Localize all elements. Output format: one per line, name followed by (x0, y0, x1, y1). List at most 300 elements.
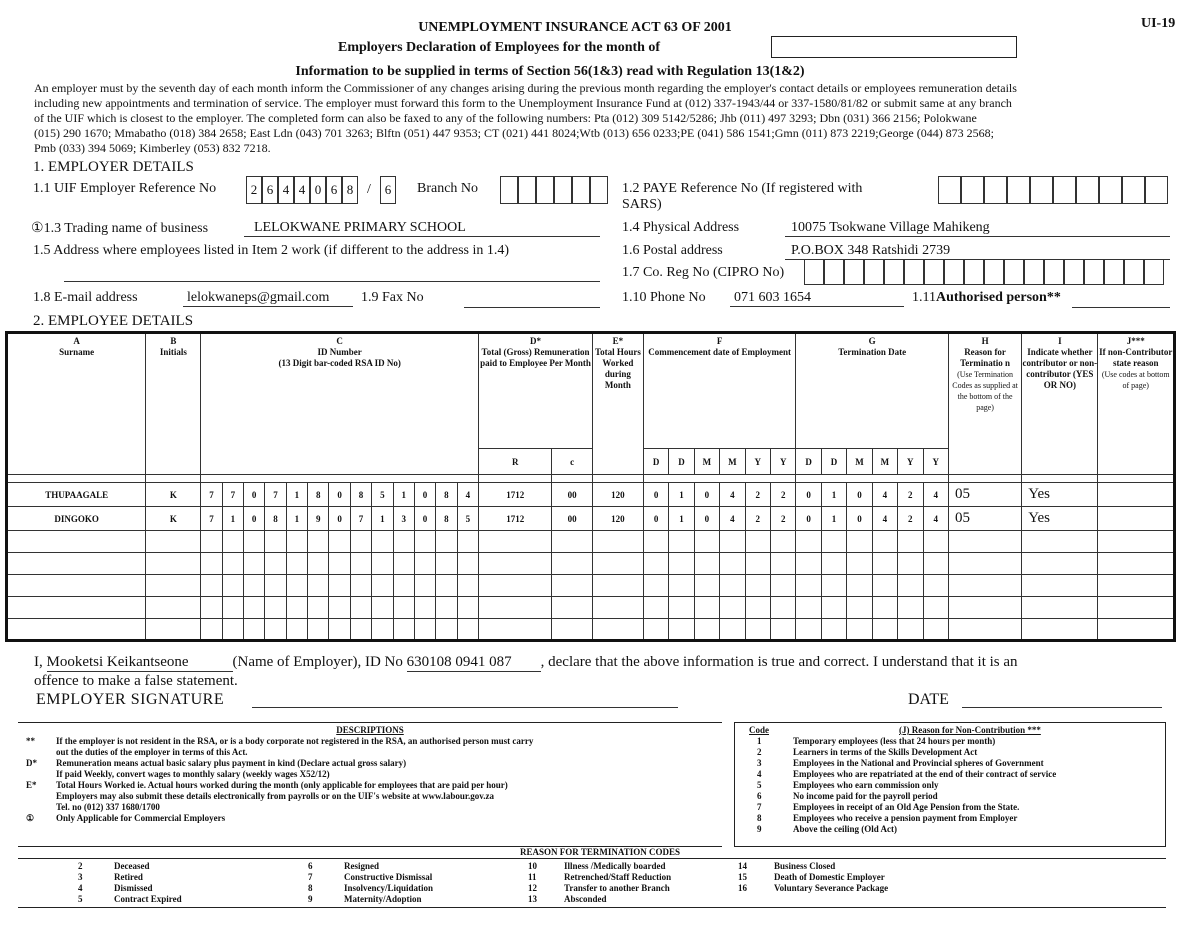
id-digit-cell[interactable] (265, 597, 286, 619)
id-digit-cell[interactable]: 3 (393, 507, 414, 531)
id-digit-cell[interactable]: 0 (329, 507, 350, 531)
commence-date-cell[interactable]: 2 (770, 507, 795, 531)
initials-cell[interactable] (146, 575, 201, 597)
noncontrib-reason-cell[interactable] (1098, 483, 1175, 507)
termination-date-cell[interactable] (872, 597, 897, 619)
id-digit-cell[interactable] (244, 619, 265, 641)
termination-code-item: 2 Deceased (78, 861, 150, 871)
commence-date-cell[interactable]: 2 (745, 483, 770, 507)
noncontrib-title: (J) Reason for Non-Contribution *** (899, 725, 1041, 735)
hours-cell[interactable] (593, 553, 644, 575)
cipro-boxes[interactable] (804, 259, 1164, 285)
commence-date-cell[interactable] (669, 597, 694, 619)
id-digit-cell[interactable]: 1 (286, 507, 307, 531)
commence-date-cell[interactable]: 1 (669, 483, 694, 507)
id-digit-cell[interactable] (414, 597, 435, 619)
id-digit-cell[interactable] (244, 597, 265, 619)
id-digit-cell[interactable] (244, 553, 265, 575)
id-digit-cell[interactable] (308, 619, 329, 641)
uif-ref-digit[interactable]: 4 (294, 176, 310, 204)
id-digit-cell[interactable] (201, 619, 222, 641)
initials-cell[interactable] (146, 531, 201, 553)
contributor-cell[interactable] (1022, 575, 1098, 597)
termination-date-cell[interactable] (923, 553, 948, 575)
termination-date-cell[interactable] (796, 575, 821, 597)
termination-date-cell[interactable] (898, 553, 923, 575)
id-digit-cell[interactable]: 4 (457, 483, 478, 507)
id-digit-cell[interactable]: 7 (350, 507, 371, 531)
id-digit-cell[interactable] (457, 597, 478, 619)
cents-cell[interactable]: 00 (552, 507, 593, 531)
id-digit-cell[interactable] (436, 553, 457, 575)
id-digit-cell[interactable] (436, 619, 457, 641)
col-a-header: A Surname (7, 333, 146, 475)
id-digit-cell[interactable] (286, 619, 307, 641)
rand-cell[interactable] (479, 619, 552, 641)
commence-date-cell[interactable] (720, 531, 745, 553)
id-digit-cell[interactable]: 1 (286, 483, 307, 507)
id-digit-cell[interactable]: 0 (414, 507, 435, 531)
rand-cell[interactable] (479, 553, 552, 575)
phone-label: 1.10 Phone No (622, 290, 706, 305)
termination-date-cell[interactable] (923, 619, 948, 641)
noncontrib-item: 4 Employees who are repatriated at the end of their contract of service (757, 769, 1057, 779)
id-digit-cell[interactable] (457, 575, 478, 597)
paye-label: 1.2 PAYE Reference No (If registered with SARS) (622, 181, 863, 212)
commence-date-cell[interactable] (720, 553, 745, 575)
month-field[interactable] (771, 36, 1017, 58)
branch-boxes[interactable] (500, 176, 608, 204)
description-line: ① Only Applicable for Commercial Employers (26, 813, 226, 823)
termination-date-cell[interactable]: 1 (821, 507, 846, 531)
initials-cell[interactable] (146, 553, 201, 575)
commence-date-cell[interactable] (745, 575, 770, 597)
noncontrib-item: 7 Employees in receipt of an Old Age Pension from the State. (757, 802, 1020, 812)
commence-date-cell[interactable] (745, 619, 770, 641)
id-digit-cell[interactable]: 1 (222, 507, 243, 531)
termination-date-cell[interactable]: 1 (821, 483, 846, 507)
date-field[interactable] (962, 704, 1162, 708)
descriptions-title: DESCRIPTIONS (336, 725, 404, 735)
termination-date-cell[interactable] (923, 531, 948, 553)
noncontrib-reason-cell[interactable] (1098, 553, 1175, 575)
commence-date-cell[interactable] (720, 619, 745, 641)
id-digit-cell[interactable] (414, 553, 435, 575)
authorised-person-field[interactable] (1072, 290, 1170, 308)
id-digit-cell[interactable] (201, 531, 222, 553)
id-digit-cell[interactable]: 7 (222, 483, 243, 507)
noncontrib-reason-cell[interactable] (1098, 619, 1175, 641)
employee-details-heading: 2. EMPLOYEE DETAILS (33, 313, 194, 329)
id-digit-cell[interactable] (308, 597, 329, 619)
id-digit-cell[interactable] (372, 619, 393, 641)
id-digit-cell[interactable]: 7 (201, 483, 222, 507)
termination-date-cell[interactable] (847, 553, 872, 575)
cents-cell[interactable] (552, 575, 593, 597)
termination-column (738, 861, 888, 894)
noncontrib-reason-cell[interactable] (1098, 507, 1175, 531)
id-digit-cell[interactable]: 8 (350, 483, 371, 507)
uif-ref-boxes[interactable] (246, 176, 396, 206)
rand-cell[interactable] (479, 575, 552, 597)
id-digit-cell[interactable] (308, 531, 329, 553)
commence-date-cell[interactable] (770, 553, 795, 575)
id-digit-cell[interactable] (201, 553, 222, 575)
noncontrib-item: 9 Above the ceiling (Old Act) (757, 824, 897, 834)
termination-date-cell[interactable] (872, 575, 897, 597)
id-digit-cell[interactable] (329, 531, 350, 553)
id-digit-cell[interactable] (350, 531, 371, 553)
id-digit-cell[interactable] (329, 619, 350, 641)
uif-ref-digit[interactable]: 2 (246, 176, 262, 204)
contributor-cell[interactable] (1022, 619, 1098, 641)
email-label: 1.8 E-mail address (33, 290, 138, 305)
contributor-cell[interactable] (1022, 597, 1098, 619)
paye-boxes[interactable] (938, 176, 1168, 204)
id-digit-cell[interactable] (265, 531, 286, 553)
id-digit-cell[interactable] (265, 619, 286, 641)
termination-date-cell[interactable] (872, 531, 897, 553)
contributor-cell[interactable] (1022, 553, 1098, 575)
uif-ref-check-digit[interactable]: 6 (380, 176, 396, 204)
fax-label: 1.9 Fax No (361, 290, 424, 305)
termination-date-cell[interactable] (847, 597, 872, 619)
hours-cell[interactable]: 120 (593, 483, 644, 507)
id-digit-cell[interactable] (244, 575, 265, 597)
termination-date-cell[interactable] (821, 575, 846, 597)
termination-date-cell[interactable]: 4 (923, 483, 948, 507)
id-digit-cell[interactable]: 0 (329, 483, 350, 507)
initials-cell[interactable]: K (146, 483, 201, 507)
termination-date-cell[interactable] (796, 553, 821, 575)
id-digit-cell[interactable] (393, 553, 414, 575)
commence-date-cell[interactable] (669, 531, 694, 553)
initials-cell[interactable] (146, 597, 201, 619)
uif-ref-digit[interactable]: 8 (342, 176, 358, 204)
id-digit-cell[interactable] (393, 531, 414, 553)
table-row (7, 507, 1175, 531)
id-digit-cell[interactable] (350, 575, 371, 597)
id-digit-cell[interactable] (222, 619, 243, 641)
id-digit-cell[interactable] (244, 531, 265, 553)
termination-date-cell[interactable]: 4 (872, 483, 897, 507)
uif-ref-digit[interactable]: 4 (278, 176, 294, 204)
id-digit-cell[interactable] (350, 553, 371, 575)
intro-line: An employer must by the seventh day of each month inform the Commissioner of any changes arising during the previous month regarding the employer's contact details or employees remuneration details (34, 81, 1017, 95)
commence-date-cell[interactable] (669, 619, 694, 641)
id-digit-cell[interactable] (372, 553, 393, 575)
trading-name-field[interactable]: LELOKWANE PRIMARY SCHOOL (244, 220, 600, 237)
commence-date-cell[interactable] (694, 597, 719, 619)
commence-date-cell[interactable]: 0 (694, 483, 719, 507)
id-digit-cell[interactable] (222, 575, 243, 597)
termination-code-item: 9 Maternity/Adoption (308, 894, 422, 904)
employer-id-field[interactable]: 630108 0941 087 (407, 654, 541, 672)
commence-date-cell[interactable] (745, 531, 770, 553)
cipro-label: 1.7 Co. Reg No (CIPRO No) (622, 265, 785, 280)
id-digit-cell[interactable] (393, 597, 414, 619)
reason-cell[interactable]: 05 (948, 483, 1021, 507)
commence-date-cell[interactable] (694, 619, 719, 641)
termination-date-cell[interactable]: 0 (847, 483, 872, 507)
termination-date-cell[interactable]: 0 (847, 507, 872, 531)
id-digit-cell[interactable]: 7 (265, 483, 286, 507)
termination-code-item: 5 Contract Expired (78, 894, 182, 904)
termination-date-cell[interactable] (923, 575, 948, 597)
termination-date-cell[interactable] (847, 531, 872, 553)
date-label: DATE (908, 691, 949, 708)
cents-cell[interactable] (552, 597, 593, 619)
rand-cell[interactable]: 1712 (479, 507, 552, 531)
termination-date-cell[interactable]: 4 (923, 507, 948, 531)
signature-field[interactable] (252, 704, 678, 708)
termination-date-cell[interactable] (898, 575, 923, 597)
col-c-header: C ID Number (13 Digit bar-coded RSA ID No) (201, 333, 479, 475)
commence-date-cell[interactable]: 2 (770, 483, 795, 507)
termination-code-item: 16 Voluntary Severance Package (738, 883, 889, 893)
id-digit-cell[interactable] (414, 575, 435, 597)
hours-cell[interactable] (593, 575, 644, 597)
commence-date-cell[interactable]: 0 (694, 507, 719, 531)
termination-date-cell[interactable]: 0 (796, 507, 821, 531)
termination-date-cell[interactable] (796, 531, 821, 553)
noncontrib-reason-cell[interactable] (1098, 597, 1175, 619)
hours-cell[interactable] (593, 597, 644, 619)
termination-date-cell[interactable] (898, 597, 923, 619)
id-digit-cell[interactable] (286, 553, 307, 575)
fax-field[interactable] (464, 290, 600, 308)
id-digit-cell[interactable] (265, 553, 286, 575)
id-digit-cell[interactable]: 8 (265, 507, 286, 531)
termination-date-cell[interactable]: 4 (872, 507, 897, 531)
noncontrib-item: 1 Temporary employees (less that 24 hours per month) (757, 736, 996, 746)
termination-date-cell[interactable] (821, 531, 846, 553)
description-line: out the duties of the employer in terms of this Act. (56, 747, 248, 757)
commence-date-cell[interactable] (694, 575, 719, 597)
email-field[interactable]: lelokwaneps@gmail.com (183, 290, 353, 307)
cents-cell[interactable] (552, 531, 593, 553)
id-digit-cell[interactable] (286, 597, 307, 619)
commence-date-cell[interactable]: 0 (643, 483, 668, 507)
reason-cell[interactable] (948, 597, 1021, 619)
postal-address-field[interactable]: P.O.BOX 348 Ratshidi 2739 (785, 243, 1170, 260)
uif-ref-label: 1.1 UIF Employer Reference No (33, 181, 217, 196)
termination-date-cell[interactable] (796, 619, 821, 641)
noncontrib-reason-cell[interactable] (1098, 531, 1175, 553)
termination-date-cell[interactable] (872, 619, 897, 641)
id-digit-cell[interactable] (414, 619, 435, 641)
termination-date-cell[interactable] (847, 619, 872, 641)
commence-date-cell[interactable] (694, 531, 719, 553)
uif-ref-slash: / (367, 182, 371, 197)
uif-ref-digit[interactable]: 6 (262, 176, 278, 204)
commence-date-cell[interactable] (669, 553, 694, 575)
id-digit-cell[interactable] (286, 575, 307, 597)
description-line: If paid Weekly, convert wages to monthly salary (weekly wages X52/12) (56, 769, 330, 779)
id-digit-cell[interactable] (393, 575, 414, 597)
commence-date-cell[interactable] (745, 597, 770, 619)
termination-date-cell[interactable] (898, 619, 923, 641)
uif-ref-digit[interactable]: 6 (326, 176, 342, 204)
rand-cell[interactable] (479, 597, 552, 619)
rand-cell[interactable]: 1712 (479, 483, 552, 507)
uif-ref-digit[interactable]: 0 (310, 176, 326, 204)
commence-date-cell[interactable]: 4 (720, 507, 745, 531)
contributor-cell[interactable]: Yes (1022, 507, 1098, 531)
id-digit-cell[interactable] (457, 531, 478, 553)
commence-date-cell[interactable] (643, 575, 668, 597)
commence-date-cell[interactable]: 4 (720, 483, 745, 507)
col-f-header: F Commencement date of Employment (643, 333, 796, 449)
reason-cell[interactable] (948, 531, 1021, 553)
id-digit-cell[interactable] (308, 553, 329, 575)
termination-date-cell[interactable]: 2 (898, 507, 923, 531)
termination-codes-box (18, 858, 1166, 908)
id-digit-cell[interactable]: 9 (308, 507, 329, 531)
termination-date-cell[interactable] (796, 597, 821, 619)
cents-cell[interactable] (552, 553, 593, 575)
id-digit-cell[interactable] (372, 531, 393, 553)
reason-cell[interactable] (948, 553, 1021, 575)
physical-address-label: 1.4 Physical Address (622, 220, 740, 235)
intro-text (34, 81, 1174, 156)
id-digit-cell[interactable] (201, 597, 222, 619)
page-subtitle: Employers Declaration of Employees for the month of (338, 40, 661, 55)
id-digit-cell[interactable]: 7 (201, 507, 222, 531)
reason-cell[interactable] (948, 619, 1021, 641)
hours-cell[interactable] (593, 531, 644, 553)
id-digit-cell[interactable] (286, 531, 307, 553)
id-digit-cell[interactable] (329, 575, 350, 597)
id-digit-cell[interactable]: 8 (436, 483, 457, 507)
commence-date-cell[interactable]: 1 (669, 507, 694, 531)
id-digit-cell[interactable] (436, 531, 457, 553)
termination-code-item: 15 Death of Domestic Employer (738, 872, 885, 882)
id-digit-cell[interactable] (372, 597, 393, 619)
commence-date-cell[interactable] (745, 553, 770, 575)
id-digit-cell[interactable] (329, 597, 350, 619)
declaration-line-1: I, Mooketsi Keikantseone (Name of Employer), ID No 630108 0941 087 , declare that the above information is true and correct. I understand that it is an (34, 654, 1018, 670)
commence-date-cell[interactable] (770, 531, 795, 553)
initials-cell[interactable] (146, 619, 201, 641)
commence-date-cell[interactable] (643, 597, 668, 619)
id-digit-cell[interactable]: 1 (372, 507, 393, 531)
noncontrib-item: 2 Learners in terms of the Skills Development Act (757, 747, 978, 757)
id-digit-cell[interactable] (436, 575, 457, 597)
id-digit-cell[interactable]: 0 (414, 483, 435, 507)
commence-date-cell[interactable] (669, 575, 694, 597)
initials-cell[interactable]: K (146, 507, 201, 531)
physical-address-field[interactable]: 10075 Tsokwane Village Mahikeng (785, 220, 1170, 237)
termination-date-cell[interactable] (847, 575, 872, 597)
commence-date-cell[interactable] (770, 619, 795, 641)
id-digit-cell[interactable]: 8 (436, 507, 457, 531)
commence-date-cell[interactable] (720, 575, 745, 597)
hours-cell[interactable] (593, 619, 644, 641)
id-digit-cell[interactable] (201, 575, 222, 597)
work-address-field[interactable] (64, 262, 600, 282)
intro-line: Pmb (033) 394 5069; Kimberley (053) 832 7218. (34, 141, 271, 155)
surname-cell[interactable]: DINGOKO (7, 507, 146, 531)
id-digit-cell[interactable] (222, 531, 243, 553)
commercial-only-icon: ① (31, 221, 44, 236)
reason-cell[interactable] (948, 575, 1021, 597)
description-line: ** If the employer is not resident in the RSA, or is a body corporate not registered in the RSA, an authorised person must carry (26, 736, 534, 746)
commence-date-cell[interactable] (770, 575, 795, 597)
id-digit-cell[interactable] (329, 553, 350, 575)
termination-date-cell[interactable] (923, 597, 948, 619)
id-digit-cell[interactable] (222, 553, 243, 575)
termination-date-cell[interactable] (898, 531, 923, 553)
id-digit-cell[interactable]: 8 (308, 483, 329, 507)
work-address-label: 1.5 Address where employees listed in Item 2 work (if different to the address in 1.4) (33, 243, 510, 258)
id-digit-cell[interactable] (308, 575, 329, 597)
id-digit-cell[interactable] (372, 575, 393, 597)
termination-date-cell[interactable] (821, 597, 846, 619)
termination-date-cell[interactable] (821, 553, 846, 575)
rand-cell[interactable] (479, 531, 552, 553)
employer-name-field[interactable]: Mooketsi Keikantseone (47, 654, 233, 672)
id-digit-cell[interactable]: 1 (393, 483, 414, 507)
reason-cell[interactable]: 05 (948, 507, 1021, 531)
id-digit-cell[interactable]: 0 (244, 507, 265, 531)
commence-date-cell[interactable] (694, 553, 719, 575)
id-digit-cell[interactable] (222, 597, 243, 619)
termination-date-cell[interactable] (872, 553, 897, 575)
id-digit-cell[interactable] (350, 597, 371, 619)
table-row (7, 619, 1175, 641)
col-j-header: J*** If non-Contributor state reason (Use codes at bottom of page) (1098, 333, 1175, 475)
id-digit-cell[interactable]: 5 (372, 483, 393, 507)
termination-date-cell[interactable] (821, 619, 846, 641)
commence-date-cell[interactable] (643, 531, 668, 553)
noncontrib-reason-cell[interactable] (1098, 575, 1175, 597)
commence-date-cell[interactable] (643, 619, 668, 641)
id-digit-cell[interactable]: 5 (457, 507, 478, 531)
contributor-cell[interactable] (1022, 531, 1098, 553)
surname-cell[interactable] (7, 531, 146, 553)
surname-cell[interactable] (7, 619, 146, 641)
commence-date-cell[interactable] (770, 597, 795, 619)
id-digit-cell[interactable] (393, 619, 414, 641)
commence-date-cell[interactable] (643, 553, 668, 575)
contributor-cell[interactable]: Yes (1022, 483, 1098, 507)
termination-date-cell[interactable]: 2 (898, 483, 923, 507)
id-digit-cell[interactable] (265, 575, 286, 597)
id-digit-cell[interactable] (350, 619, 371, 641)
surname-cell[interactable]: THUPAAGALE (7, 483, 146, 507)
intro-line: (015) 290 1670; Mmabatho (018) 384 2658; East Ldn (043) 701 3263; Blftn (051) 447 9353; CT (021) 441 8024;Wtb (013) 656 0233;PE (041) 586 1541;Gmn (011) 873 2219;George (044) 873 2568; (34, 126, 995, 140)
phone-field[interactable]: 071 603 1654 (730, 290, 904, 307)
hours-cell[interactable]: 120 (593, 507, 644, 531)
surname-cell[interactable] (7, 575, 146, 597)
termination-column (308, 861, 433, 905)
commence-date-cell[interactable]: 2 (745, 507, 770, 531)
surname-cell[interactable] (7, 597, 146, 619)
id-digit-cell[interactable] (414, 531, 435, 553)
id-digit-cell[interactable] (457, 619, 478, 641)
surname-cell[interactable] (7, 553, 146, 575)
id-digit-cell[interactable] (436, 597, 457, 619)
commence-date-cell[interactable]: 0 (643, 507, 668, 531)
commence-date-cell[interactable] (720, 597, 745, 619)
table-row (7, 553, 1175, 575)
id-digit-cell[interactable] (457, 553, 478, 575)
cents-cell[interactable]: 00 (552, 483, 593, 507)
cents-cell[interactable] (552, 619, 593, 641)
id-digit-cell[interactable]: 0 (244, 483, 265, 507)
termination-date-cell[interactable]: 0 (796, 483, 821, 507)
